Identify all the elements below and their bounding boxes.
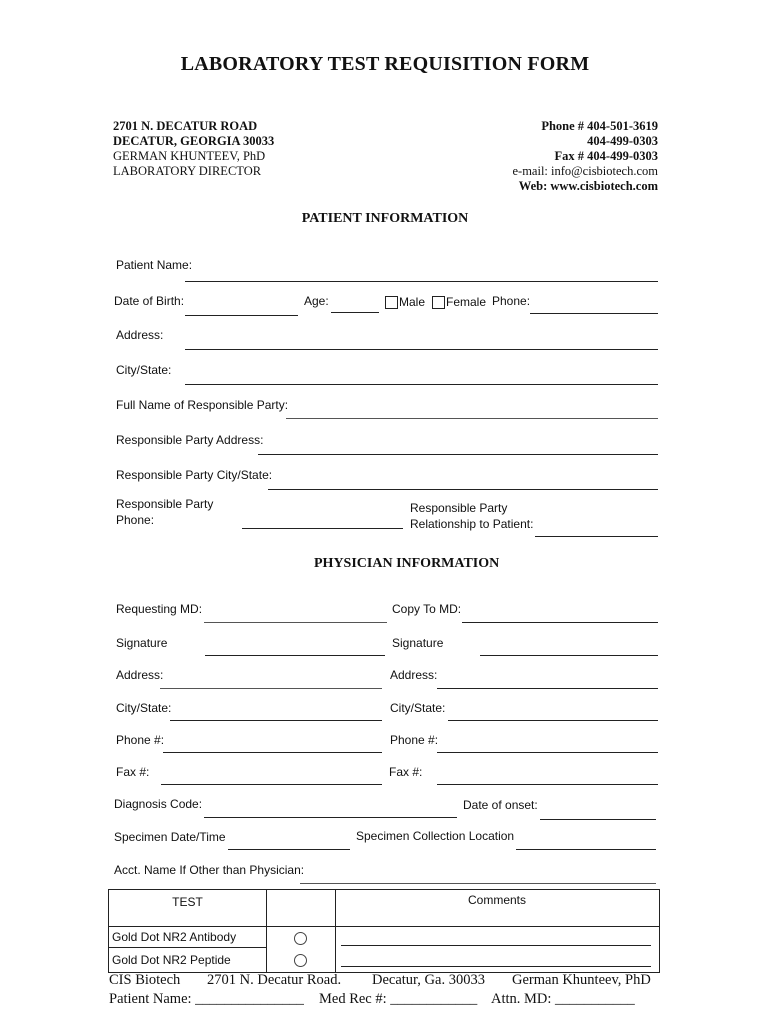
table-row-divider xyxy=(109,947,266,948)
lab-director-title: LABORATORY DIRECTOR xyxy=(113,164,262,178)
lab-city: DECATUR, GEORGIA 30033 xyxy=(113,134,275,148)
lab-phone: Phone # 404-501-3619 xyxy=(541,119,658,133)
resp-phone-field[interactable] xyxy=(242,528,403,529)
copy-to-md-label: Copy To MD: xyxy=(392,602,462,616)
test-table xyxy=(108,889,660,973)
resp-phone-label-2: Phone: xyxy=(116,513,155,527)
dob-label: Date of Birth: xyxy=(114,294,185,308)
footer-med-rec: Med Rec #: ____________ xyxy=(319,991,478,1007)
table-divider-1 xyxy=(266,890,267,972)
table-header-comments: Comments xyxy=(467,893,526,907)
footer-patient-name: Patient Name: _______________ xyxy=(109,991,304,1007)
patient-city-field[interactable] xyxy=(185,384,658,385)
patient-name-label: Patient Name: xyxy=(116,258,193,272)
patient-info-heading: PATIENT INFORMATION xyxy=(301,211,469,226)
resp-rel-label-2: Relationship to Patient: xyxy=(410,517,534,531)
physician-city-label-right: City/State: xyxy=(390,701,446,715)
specimen-date-label: Specimen Date/Time xyxy=(114,830,226,844)
lab-web: Web: www.cisbiotech.com xyxy=(518,179,658,193)
dob-field[interactable] xyxy=(185,315,298,316)
male-checkbox[interactable] xyxy=(385,296,398,309)
physician-phone-label-left: Phone #: xyxy=(116,733,165,747)
resp-address-label: Responsible Party Address: xyxy=(116,433,264,447)
male-label: Male xyxy=(399,295,426,309)
resp-phone-label-1: Responsible Party xyxy=(116,497,214,511)
table-header-divider xyxy=(109,926,659,927)
physician-city-field-left[interactable] xyxy=(170,720,382,721)
footer-attn-md: Attn. MD: ___________ xyxy=(491,991,635,1007)
lab-director-name: GERMAN KHUNTEEV, PhD xyxy=(113,149,266,163)
signature-field-right[interactable] xyxy=(480,655,658,656)
requesting-md-label: Requesting MD: xyxy=(116,602,203,616)
footer-director: German Khunteev, PhD xyxy=(512,972,651,988)
signature-label-left: Signature xyxy=(116,636,168,650)
physician-fax-field-right[interactable] xyxy=(437,784,658,785)
table-header-test: TEST xyxy=(172,895,203,909)
requesting-md-field[interactable] xyxy=(204,622,387,623)
patient-phone-field[interactable] xyxy=(530,313,658,314)
physician-phone-field-right[interactable] xyxy=(437,752,658,753)
test-2-comment-field[interactable] xyxy=(341,966,651,967)
form-title: LABORATORY TEST REQUISITION FORM xyxy=(180,53,590,75)
physician-address-field-left[interactable] xyxy=(160,688,382,689)
physician-address-label-left: Address: xyxy=(116,668,164,682)
physician-address-field-right[interactable] xyxy=(437,688,658,689)
footer-company: CIS Biotech xyxy=(109,972,181,988)
resp-name-label: Full Name of Responsible Party: xyxy=(116,398,289,412)
patient-phone-label: Phone: xyxy=(492,294,531,308)
physician-phone-field-left[interactable] xyxy=(163,752,382,753)
lab-fax: Fax # 404-499-0303 xyxy=(554,149,658,163)
patient-address-field[interactable] xyxy=(185,349,658,350)
copy-to-md-field[interactable] xyxy=(462,622,658,623)
physician-address-label-right: Address: xyxy=(390,668,438,682)
patient-address-label: Address: xyxy=(116,328,164,342)
diagnosis-code-label: Diagnosis Code: xyxy=(114,797,203,811)
specimen-location-field[interactable] xyxy=(516,849,656,850)
test-1-select-radio[interactable] xyxy=(294,932,307,945)
patient-city-label: City/State: xyxy=(116,363,172,377)
footer-address: 2701 N. Decatur Road. xyxy=(207,972,342,988)
date-of-onset-field[interactable] xyxy=(540,819,656,820)
table-row-test-2: Gold Dot NR2 Peptide xyxy=(112,953,231,967)
physician-phone-label-right: Phone #: xyxy=(390,733,439,747)
lab-phone-2: 404-499-0303 xyxy=(587,134,658,148)
resp-city-field[interactable] xyxy=(268,489,658,490)
age-field[interactable] xyxy=(331,312,379,313)
footer-city: Decatur, Ga. 30033 xyxy=(372,972,485,988)
female-label: Female xyxy=(446,295,487,309)
physician-city-field-right[interactable] xyxy=(448,720,658,721)
patient-name-field[interactable] xyxy=(185,281,658,282)
physician-info-heading: PHYSICIAN INFORMATION xyxy=(314,556,500,571)
specimen-date-field[interactable] xyxy=(228,849,350,850)
physician-fax-field-left[interactable] xyxy=(161,784,382,785)
lab-email: e-mail: info@cisbiotech.com xyxy=(512,164,658,178)
test-2-select-radio[interactable] xyxy=(294,954,307,967)
signature-label-right: Signature xyxy=(392,636,444,650)
physician-city-label-left: City/State: xyxy=(116,701,172,715)
physician-fax-label-right: Fax #: xyxy=(389,765,423,779)
diagnosis-code-field[interactable] xyxy=(204,817,457,818)
resp-name-field[interactable] xyxy=(286,418,658,419)
date-of-onset-label: Date of onset: xyxy=(463,798,538,812)
age-label: Age: xyxy=(304,294,329,308)
resp-address-field[interactable] xyxy=(258,454,658,455)
table-row-test-1: Gold Dot NR2 Antibody xyxy=(112,930,237,944)
lab-street: 2701 N. DECATUR ROAD xyxy=(113,119,258,133)
physician-fax-label-left: Fax #: xyxy=(116,765,150,779)
acct-name-label: Acct. Name If Other than Physician: xyxy=(114,863,305,877)
resp-rel-label-1: Responsible Party xyxy=(410,501,508,515)
resp-city-label: Responsible Party City/State: xyxy=(116,468,273,482)
acct-name-field[interactable] xyxy=(300,883,656,884)
signature-field-left[interactable] xyxy=(205,655,385,656)
female-checkbox[interactable] xyxy=(432,296,445,309)
specimen-location-label: Specimen Collection Location xyxy=(356,829,515,843)
test-1-comment-field[interactable] xyxy=(341,945,651,946)
resp-rel-field[interactable] xyxy=(535,536,658,537)
